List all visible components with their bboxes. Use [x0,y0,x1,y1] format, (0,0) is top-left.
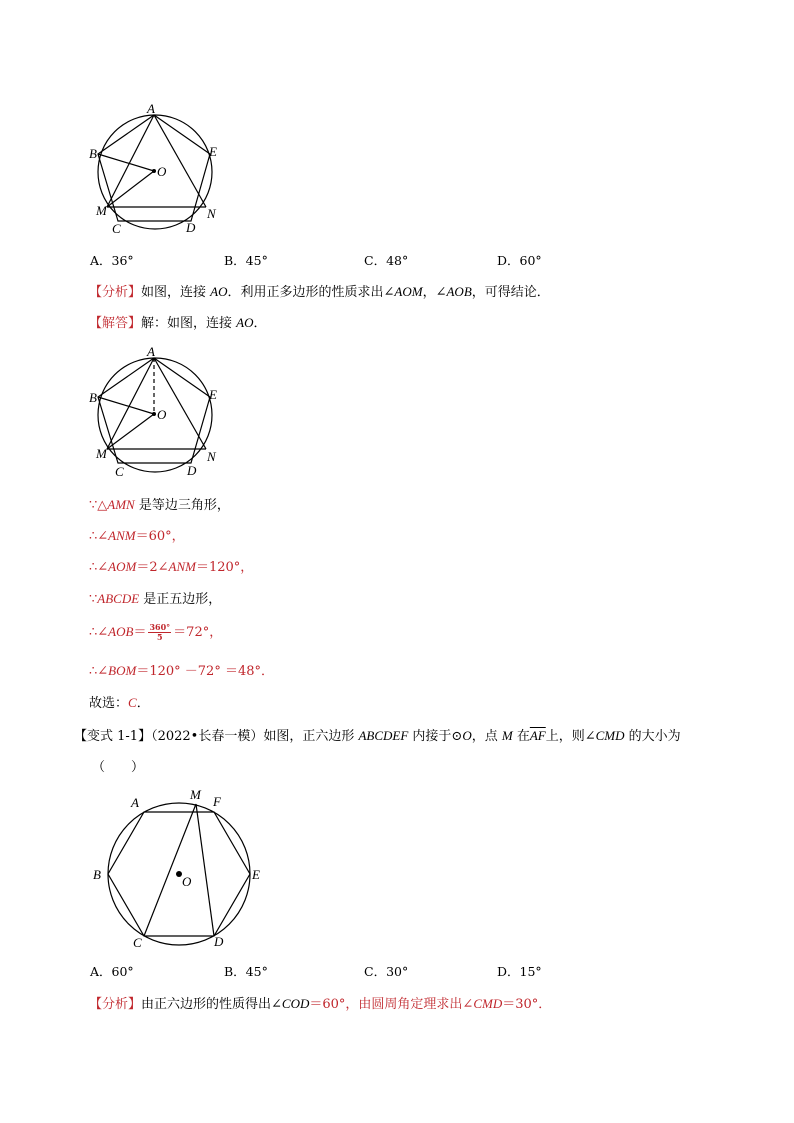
variant-question: 【变式 1-1】（2022•长春一模）如图，正六边形 ABCDEF 内接于⊙O，点 M 在$\overline{AF}$上，则∠CMD 的大小为 [74,728,681,744]
step-5: ∴∠AOB＝ $\frac{360^\circ}{5}$ ＝72°， [89,622,223,642]
step-2: ∴∠ANM＝60°， [89,528,185,544]
label-B: B [93,867,101,882]
label-E: E [209,387,217,402]
arc-af: $\overline{AF}$ [529,728,546,743]
label-N: N [207,449,216,464]
figure-pentagon-1 [85,100,235,240]
option-d: D．15° [497,964,542,979]
label-C: C [133,935,142,950]
answer-tag: 【解答】 [89,316,142,331]
label-M: M [96,203,107,218]
option-d: D．60° [497,253,542,268]
label-A: A [131,795,139,810]
option-a: A．36° [90,253,134,268]
label-C: C [115,464,124,479]
step-4: ∵ABCDE 是正五边形， [89,591,222,607]
step-1: ∵△AMN 是等边三角形， [89,497,230,513]
answer-1: 【解答】解：如图，连接 AO． [89,315,267,331]
choice-1: 故选：C． [89,695,150,711]
label-M: M [96,446,107,461]
label-B: B [89,146,97,161]
label-N: N [207,206,216,221]
option-c: C．30° [364,964,409,979]
label-C: C [112,221,121,236]
step-6: ∴∠BOM＝120° －72° ＝48°． [89,663,275,679]
label-A: A [147,101,155,116]
label-O: O [182,874,192,889]
option-b: B．45° [224,253,268,268]
analysis-tag: 【分析】 [89,285,142,300]
figure-pentagon-2 [85,345,235,480]
label-O: O [157,164,167,179]
analysis-1: 【分析】如图，连接 AO．利用正多边形的性质求出∠AOM，∠AOB，可得结论． [89,284,550,300]
label-B: B [89,390,97,405]
answer-blank: （ ） [92,760,145,775]
analysis-tag: 【分析】 [89,997,142,1012]
step-3: ∴∠AOM＝2∠ANM＝120°， [89,559,254,575]
label-D: D [214,934,224,949]
figure-hexagon [88,785,268,955]
label-E: E [209,144,217,159]
option-b: B．45° [224,964,268,979]
fraction-360-5: $\frac{360^\circ}{5}$ [149,622,171,642]
label-D: D [186,220,196,235]
label-A: A [147,345,155,359]
label-F: F [213,794,221,809]
label-O: O [157,407,167,422]
analysis-2: 【分析】由正六边形的性质得出∠COD＝60°，由圆周角定理求出∠CMD＝30°． [89,996,552,1012]
option-c: C．48° [364,253,409,268]
label-D: D [187,463,197,478]
option-a: A．60° [90,964,134,979]
label-M: M [190,787,201,802]
label-E: E [252,867,260,882]
variant-tag: 【变式 1-1】 [74,729,152,744]
